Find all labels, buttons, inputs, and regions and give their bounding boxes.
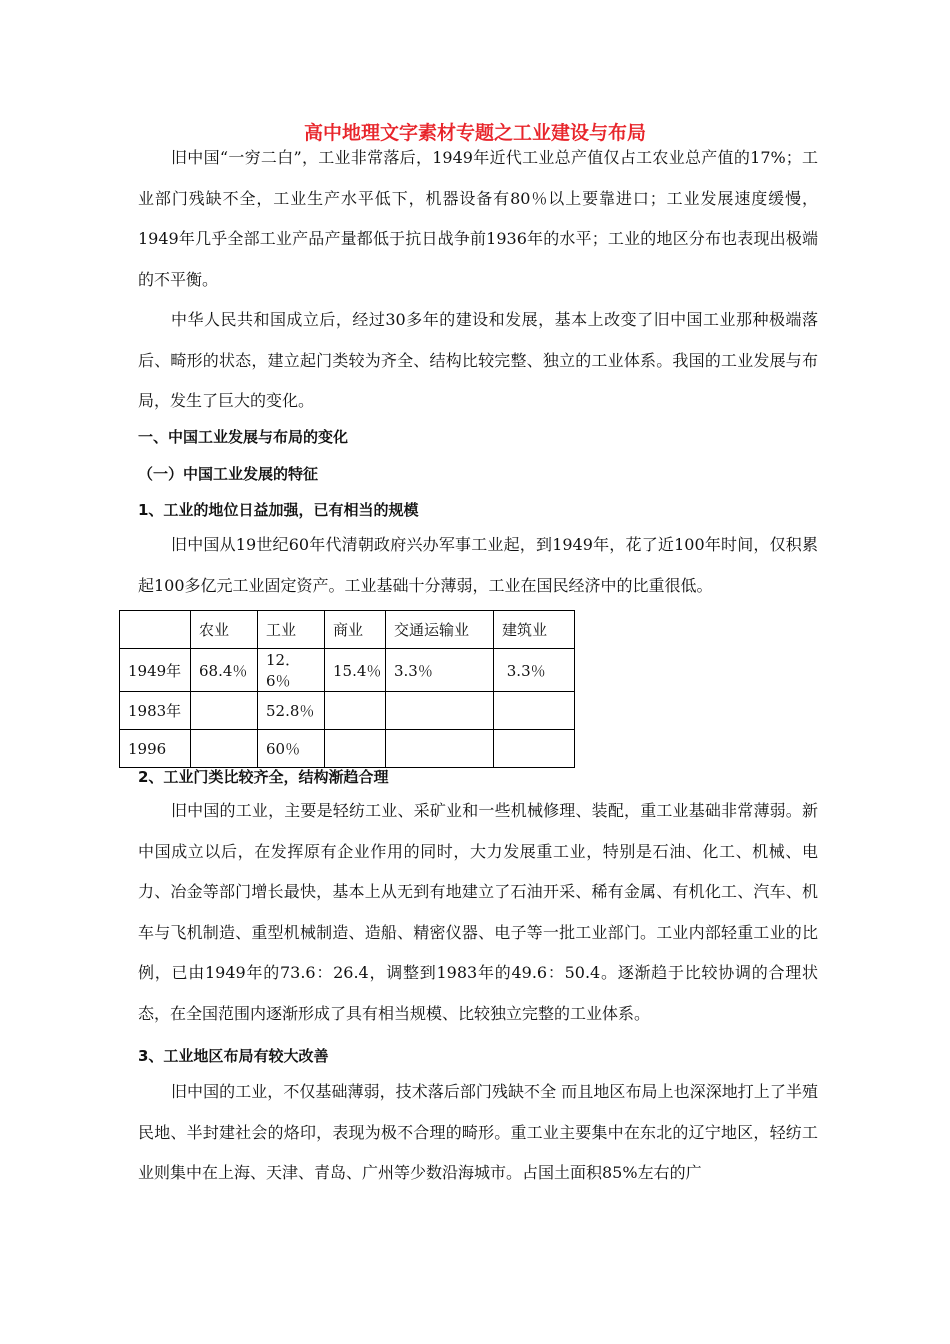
document-title: 高中地理文字素材专题之工业建设与布局 [303,122,646,144]
table-row-label: 1949年 [120,649,191,692]
table-cell: 12．6％ [258,649,325,692]
point-heading-1: 1、工业的地位日益加强，已有相当的规模 [138,501,419,519]
table-header-cell: 工业 [258,611,325,649]
table-cell [120,611,191,649]
table-cell [325,692,386,730]
table-cell: 3.3％ [386,649,494,692]
table-cell [494,730,575,768]
table-row-label: 1996 [120,730,191,768]
table-row-label: 1983年 [120,692,191,730]
point-heading-2: 2、工业门类比较齐全，结构渐趋合理 [138,768,389,786]
table-cell: 52.8％ [258,692,325,730]
table-cell: 3.3％ [494,649,575,692]
table-header-row [120,611,575,649]
table-cell [191,692,258,730]
table-row [120,730,575,768]
paragraph-industry-status: 旧中国从19世纪60年代清朝政府兴办军事工业起，到1949年，花了近100年时间，仅积累起100多亿元工业固定资产。工业基础十分薄弱，工业在国民经济中的比重很低。 [138,535,818,595]
table-cell [325,730,386,768]
table-header-cell: 商业 [325,611,386,649]
paragraph-regional-layout: 旧中国的工业，不仅基础薄弱，技术落后部门残缺不全 而且地区布局上也深深地打上了半殖民地、半封建社会的烙印，表现为极不合理的畸形。重工业主要集中在东北的辽宁地区，轻纺工业则集中在上海、天津、青岛、广州等少数沿海城市。占国土面积85%左右的广 [138,1082,818,1182]
paragraph-industry-structure: 旧中国的工业，主要是轻纺工业、采矿业和一些机械修理、装配，重工业基础非常薄弱。新中国成立以后，在发挥原有企业作用的同时，大力发展重工业，特别是石油、化工、机械、电力、冶金等部门增长最快，基本上从无到有地建立了石油开采、稀有金属、有机化工、汽车、机车与飞机制造、重型机械制造、造船、精密仪器、电子等一批工业部门。工业内部轻重工业的比例，已由1949年的73.6：26.4，调整到1983年的49.6：50.4。逐渐趋于比较协调的合理状态，在全国范围内逐渐形成了具有相当规模、比较独立完整的工业体系。 [138,801,818,1023]
point-heading-3: 3、工业地区布局有较大改善 [138,1047,329,1065]
table-cell: 15.4％ [325,649,386,692]
table-cell [494,692,575,730]
table-cell [191,730,258,768]
paragraph-intro: 旧中国“一穷二白”，工业非常落后，1949年近代工业总产值仅占工农业总产值的17%；工业部门残缺不全，工业生产水平低下，机器设备有80％以上要靠进口；工业发展速度缓慢，1949年几乎全部工业产品产量都低于抗日战争前1936年的水平；工业的地区分布也表现出极端的不平衡。 [138,148,818,289]
table-row [120,649,575,692]
table-header-cell: 交通运输业 [386,611,494,649]
paragraph-prc-founding: 中华人民共和国成立后，经过30多年的建设和发展，基本上改变了旧中国工业那种极端落后、畸形的状态，建立起门类较为齐全、结构比较完整、独立的工业体系。我国的工业发展与布局，发生了巨大的变化。 [138,310,818,410]
table-header-cell: 建筑业 [494,611,575,649]
table-cell: 68.4％ [191,649,258,692]
industry-share-table [119,610,575,768]
section-heading-1: 一、中国工业发展与布局的变化 [138,428,349,446]
table-header-cell: 农业 [191,611,258,649]
table-cell [386,692,494,730]
table-row [120,692,575,730]
table-cell [386,730,494,768]
subsection-heading-1: （一）中国工业发展的特征 [138,465,319,483]
table-cell: 60％ [258,730,325,768]
